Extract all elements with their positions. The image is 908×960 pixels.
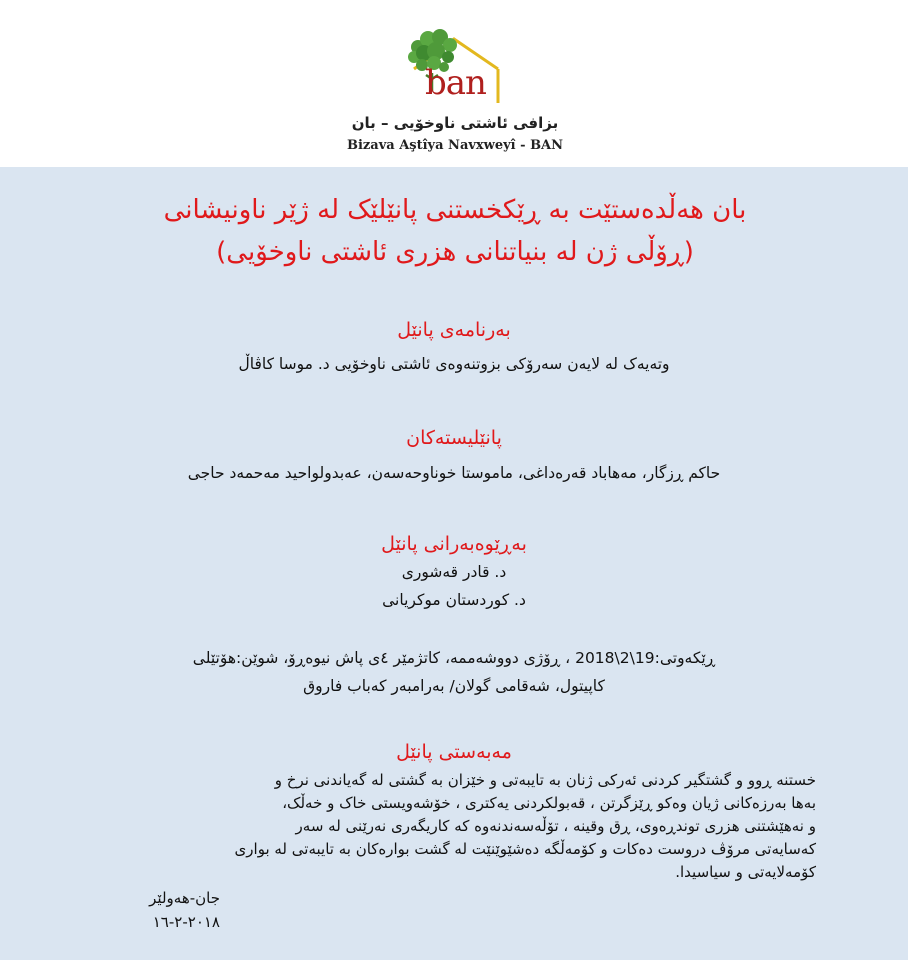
header xyxy=(0,0,908,167)
moderator-name: د. کوردستان موکریانی xyxy=(382,591,526,609)
purpose-line: کەسایەتی مرۆڤ دروست دەکات و کۆمەڵگە دەشێوێنێت لە گشت بوارەکان بە تایبەتی لە بواری xyxy=(234,840,816,858)
purpose-heading: مەبەستی پانێل xyxy=(396,741,512,763)
moderators-heading: بەڕێوەبەرانی پانێل xyxy=(381,533,527,555)
program-heading: بەرنامەی پانێل xyxy=(397,319,511,341)
panelists-text: حاکم ڕزگار، مەهاباد قەرەداغی، ماموستا خوناوحەسەن، عەبدولواحید مەحمەد حاجی xyxy=(187,464,721,482)
purpose-line: و نەهێشتنی هزری توندڕەوی، ڕق وقینە ، تۆڵەسەندنەوە کە کاریگەری نەرێنی لە سەر xyxy=(295,817,816,835)
purpose-line: خستنە ڕوو و گشتگیر کردنی ئەرکی ژنان بە تایبەتی و خێزان بە گشتی لە گەیاندنی نرخ و xyxy=(274,771,816,789)
org-name-latin: Bizava Aştîya Navxweyî - BAN xyxy=(346,138,564,153)
schedule-line2: کاپیتول، شەقامی گولان/ بەرامبەر کەباب فاروق xyxy=(303,677,605,695)
program-text: وتەیەک لە لایەن سەرۆکی بزوتنەوەی ئاشتی ناوخۆیی د. موسا کاڤاڵ xyxy=(238,355,670,373)
purpose-text xyxy=(100,769,816,884)
signature-place: جان-هەولێر xyxy=(149,889,220,907)
announcement-title-line1: بان هەڵدەستێت بە ڕێکخستنی پانێلێک لە ژێر ناونیشانی xyxy=(163,195,747,225)
panelists-heading: پانێلیستەکان xyxy=(406,427,502,449)
moderator-name: د. قادر قەشوری xyxy=(401,563,507,581)
signature-date: ٢٠١٨-٢-١٦ xyxy=(152,913,220,931)
logo-wordmark: ban xyxy=(425,63,486,103)
purpose-line: بەها بەرزەکانی ژیان وەکو ڕێزگرتن ، قەبولکردنی یەکتری ، خۆشەویستی خاک و خەڵک، xyxy=(282,794,816,812)
announcement-panel xyxy=(0,167,908,960)
org-name-kurdish: بزافی ئاشتی ناوخۆیی – بان xyxy=(351,114,559,132)
purpose-line: کۆمەلایەتی و سیاسیدا. xyxy=(675,863,816,881)
announcement-title-line2: (ڕۆڵی ژن لە بنیاتنانی هزری ئاشتی ناوخۆیی) xyxy=(216,237,694,267)
schedule-line1: ڕێکەوتی:19\2\2018 ، ڕۆژی دووشەممە، کاتژمێر ٤ی پاش نیوەڕۆ، شوێن:هۆتێلی xyxy=(192,649,716,667)
